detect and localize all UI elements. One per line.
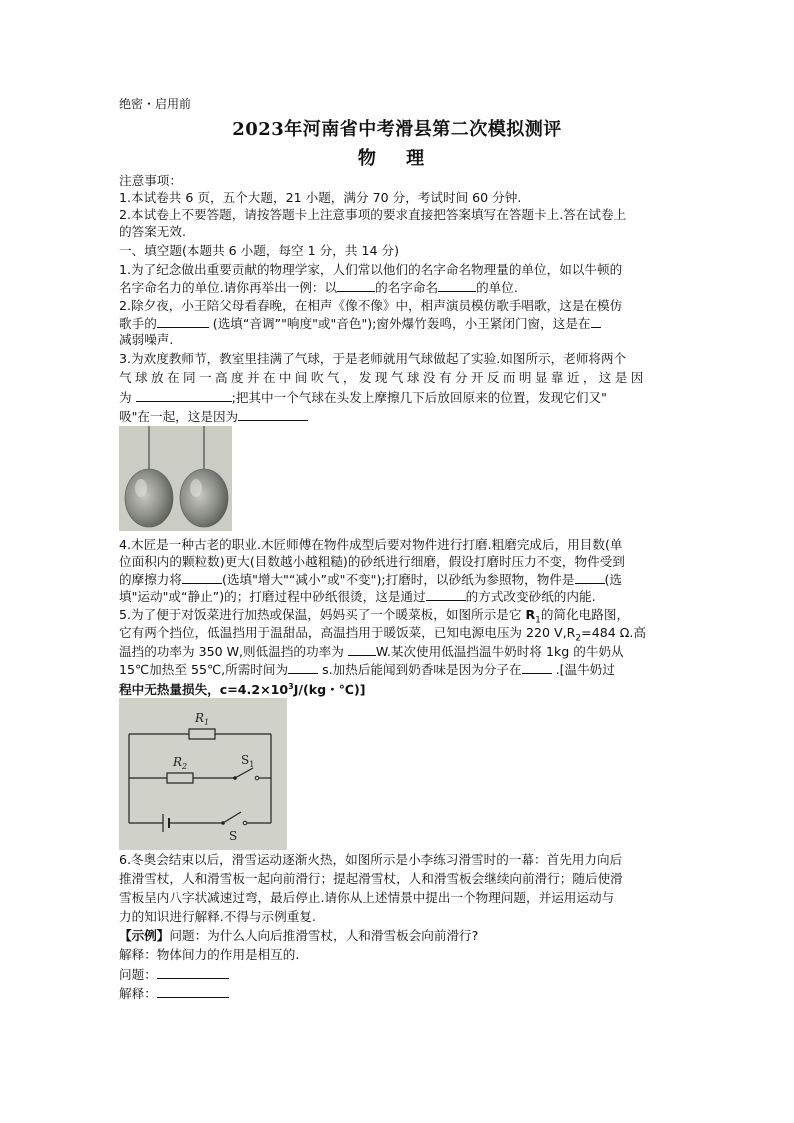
q3-line-4 [119, 407, 308, 425]
q5-r1: R [525, 607, 536, 622]
q5-line-3 [119, 642, 624, 660]
q3-text-b: ;把其中一个气球在头发上摩擦几下后放回原来的位置，发现它们又" [231, 390, 607, 405]
q3-blank-1[interactable] [136, 388, 232, 402]
q3-line-2: 气球放在同一高度并在中间吹气，发现气球没有分开反而明显靠近，这是因 [119, 370, 647, 385]
q5-text-f: W.某次使用低温挡温牛奶时将 1kg 的牛奶从 [375, 644, 624, 659]
q1-text-a: 名字命名力的单位.请你再举出一例：以 [119, 280, 338, 295]
note-2-line-2: 的答案无效. [119, 224, 186, 239]
q5-text-e: 温挡的功率为 350 W,则低温挡的功率为 [119, 644, 348, 659]
balloons-illustration [119, 426, 232, 531]
q6-example-question [119, 927, 478, 944]
q4-line-4 [119, 587, 596, 605]
q5-text-h: s.加热后能闻到奶香味是因为分子在 [318, 662, 522, 677]
q2-line-2 [119, 314, 601, 332]
q2-blank-2[interactable] [591, 314, 601, 328]
notes-heading: 注意事项： [119, 173, 182, 188]
q1-text-c: 的单位. [476, 280, 518, 295]
circuit-diagram [119, 698, 287, 850]
note-2-line-1: 2.本试卷上不要答题，请按答题卡上注意事项的要求直接把答案填写在答题卡上.答在试卷上 [119, 207, 627, 222]
q5-text-g: 15℃加热至 55℃,所需时间为 [119, 662, 289, 677]
q6-answer-blank[interactable] [157, 984, 229, 998]
q2-text-a: 歌手的 [119, 316, 157, 331]
r2-label: $R_2$ [173, 755, 188, 771]
subject-title: 物 理 [357, 148, 437, 169]
q6-line-3: 雪板呈内八字状减速过弯，最后停止.请你从上述情景中提出一个物理问题，并运用运动与 [119, 890, 615, 905]
q4-blank-3[interactable] [426, 587, 466, 601]
q4-text-b: (选填"增大"“减小”或"不变");打磨时，以砂纸为参照物，物件是 [221, 572, 575, 587]
q3-text-c: 吸"在一起，这是因为 [119, 409, 239, 424]
r1-label: $R_1$ [195, 711, 210, 727]
circuit-figure [119, 698, 287, 850]
q5-text-i: .[温牛奶过 [551, 662, 615, 677]
q4-text-a: 的摩擦力将 [119, 572, 182, 587]
q5-line-5 [119, 678, 366, 698]
q4-blank-1[interactable] [182, 570, 222, 584]
q2-blank-1[interactable] [157, 314, 209, 328]
q3-line-3 [119, 388, 607, 406]
section-heading: 一、填空题(本题共 6 小题，每空 1 分，共 14 分) [119, 243, 399, 258]
q6-example-q-text: 问题：为什么人向后推滑雪杖，人和滑雪板会向前滑行? [169, 928, 479, 943]
q4-text-d: 填"运动"或“静止”)的；打磨过程中砂纸很烫，这是通过 [119, 589, 426, 604]
confidential-label: 绝密・启用前 [119, 97, 192, 111]
q6-question-blank[interactable] [157, 965, 229, 979]
q1-text-b: 的名字命名 [375, 280, 439, 295]
q2-line-3: 减弱噪声. [119, 332, 174, 347]
q5-line-4 [119, 660, 615, 678]
q5-blank-1[interactable] [348, 642, 376, 656]
q2-line-1: 2.除夕夜，小王陪父母看春晚，在相声《像不像》中，相声演员模仿歌手唱歌，这是在模仿 [119, 298, 623, 313]
q1-blank-2[interactable] [438, 278, 476, 292]
q6-line-1: 6.冬奥会结束以后，滑雪运动逐渐火热，如图所示是小李练习滑雪时的一幕：首先用力向后 [119, 852, 623, 867]
q3-text-a: 为 [119, 390, 136, 405]
note-1: 1.本试卷共 6 页，五个大题，21 小题，满分 70 分，考试时间 60 分钟. [119, 190, 522, 205]
q6-line-2: 推滑雪杖，人和滑雪板一起向前滑行；提起滑雪杖，人和滑雪板会继续向前滑行；随后使滑 [119, 871, 623, 886]
q5-text-a: 5.为了便于对饭菜进行加热或保温，妈妈买了一个暖菜板，如图所示是它 [119, 607, 526, 622]
q5-text-j: 程中无热量损失，c=4.2×10 [119, 682, 289, 698]
balloons-figure [119, 426, 232, 531]
q4-text-c: (选 [604, 572, 623, 587]
q4-line-3 [119, 570, 622, 588]
q5-exp: 3 [288, 682, 294, 691]
q1-blank-1[interactable] [337, 278, 375, 292]
q4-line-1: 4.木匠是一种古老的职业.木匠师傅在物件成型后要对物件进行打磨.粗磨完成后，用目数(单 [119, 537, 623, 552]
q6-answer-line [119, 984, 229, 1002]
exam-title: 2023年河南省中考滑县第二次模拟测评 [232, 119, 562, 140]
q5-text-k: J/(kg・℃)] [293, 682, 366, 698]
q5-text-b: 的简化电路图， [540, 607, 630, 622]
q5-blank-2[interactable] [288, 660, 318, 674]
q6-answer-label: 解释： [119, 986, 157, 1001]
q5-r2-sub: 2 [575, 633, 582, 644]
q5-blank-3[interactable] [522, 660, 552, 674]
q5-text-c: 它有两个挡位，低温挡用于温甜品，高温挡用于暖饭菜，已知电源电压为 220 V,R [119, 625, 576, 640]
q6-question-label: 问题： [119, 967, 157, 982]
q5-r1-sub: 1 [535, 615, 541, 626]
q4-line-2: 位面积内的颗粒数)更大(目数越小越粗糙)的砂纸进行细磨，假设打磨时压力不变，物件受到 [119, 554, 625, 569]
q3-blank-2[interactable] [238, 407, 308, 421]
q6-question-line [119, 965, 229, 983]
q3-line-1: 3.为欢度教师节，教室里挂满了气球，于是老师就用气球做起了实验.如图所示，老师将两个 [119, 351, 627, 366]
q6-example-answer: 解释：物体间力的作用是相互的. [119, 947, 300, 962]
s-label: S [229, 829, 238, 843]
q5-text-d: =484 Ω.高 [581, 625, 646, 640]
s1-label: $S_1$ [241, 753, 255, 769]
q1-line-1: 1.为了纪念做出重要贡献的物理学家，人们常以他们的名字命名物理量的单位，如以牛顿的 [119, 262, 623, 277]
q1-line-2 [119, 278, 518, 296]
q2-text-b: (选填“音调”"响度"或"音色");窗外爆竹轰鸣，小王紧闭门窗，这是在 [208, 316, 591, 331]
q6-line-4: 力的知识进行解释.不得与示例重复. [119, 909, 316, 924]
q4-text-e: 的方式改变砂纸的内能. [465, 589, 596, 604]
q6-example-tag: 【示例】 [119, 928, 170, 943]
q4-blank-2[interactable] [575, 570, 605, 584]
